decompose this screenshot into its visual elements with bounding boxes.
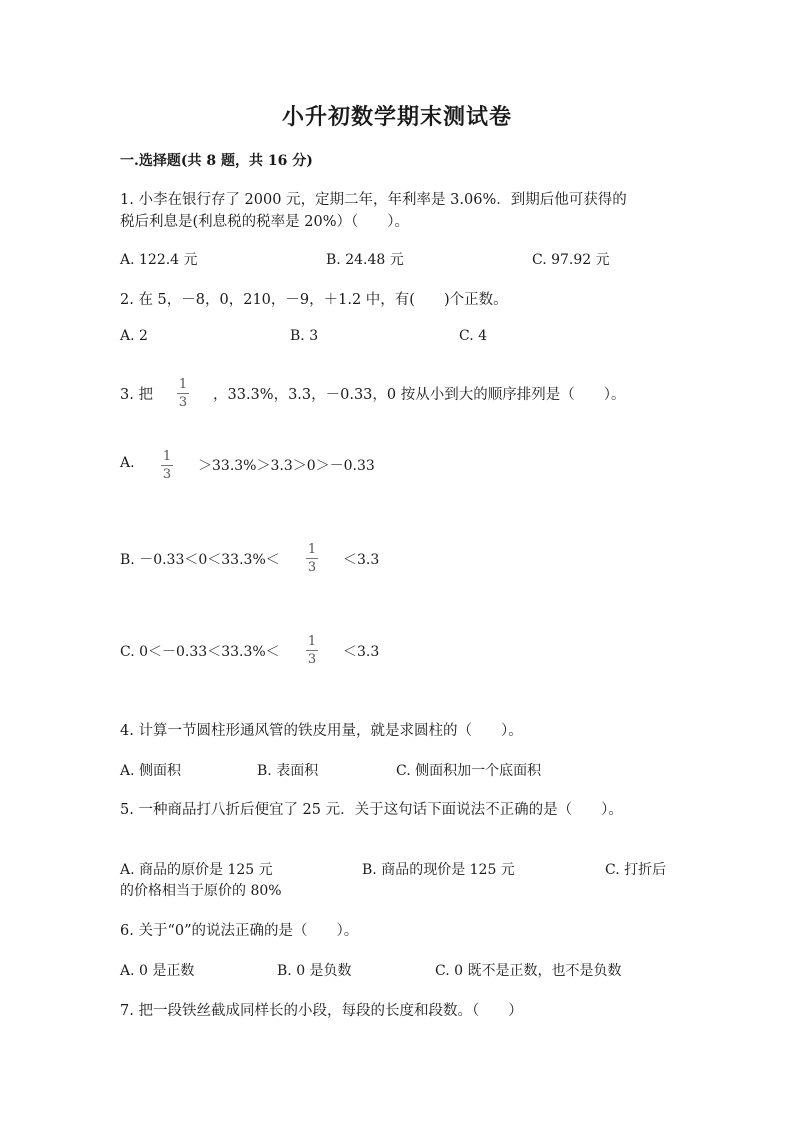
q6-option-a[interactable]: A. 0 是正数 (120, 963, 195, 979)
q3-option-a-fraction (161, 450, 173, 481)
q5-option-a[interactable]: A. 商品的原价是 125 元 (120, 862, 273, 878)
q5-option-c[interactable]: C. 打折后 (605, 862, 667, 878)
fraction-denominator: 3 (307, 560, 317, 575)
q2-option-b[interactable]: B. 3 (290, 328, 319, 344)
question-1-line-1: 1. 小李在银行存了 2000 元，定期二年，年利率是 3.06%．到期后他可获得的 (120, 192, 627, 208)
q4-option-a[interactable]: A. 侧面积 (120, 763, 182, 779)
q5-option-b[interactable]: B. 商品的现价是 125 元 (362, 862, 515, 878)
q3-option-c-fraction (306, 635, 318, 666)
fraction-denominator: 3 (178, 395, 188, 410)
q3-option-b-fraction (306, 543, 318, 574)
q1-option-a[interactable]: A. 122.4 元 (120, 252, 198, 268)
q6-option-c[interactable]: C. 0 既不是正数，也不是负数 (435, 963, 622, 979)
section-heading: 一.选择题(共 8 题，共 16 分) (120, 153, 313, 169)
q3-option-b-text[interactable]: B. －0.33＜0＜33.3%＜ (120, 552, 280, 568)
q5-option-c-wrap: 的价格相当于原价的 80% (120, 883, 282, 899)
q3-option-a-label[interactable]: A. (120, 455, 135, 471)
fraction-bar (306, 558, 318, 559)
fraction-numerator: 1 (178, 377, 188, 392)
q2-option-c[interactable]: C. 4 (459, 328, 488, 344)
fraction-bar (161, 465, 173, 466)
q3-option-c-text[interactable]: C. 0＜－0.33＜33.3%＜ (120, 644, 280, 660)
page-title: 小升初数学期末测试卷 (282, 104, 513, 130)
question-3-suffix: ，33.3%，3.3，－0.33，0 按从小到大的顺序排列是（ ）。 (213, 387, 626, 403)
question-7: 7. 把一段铁丝截成同样长的小段，每段的长度和段数。（ ） (120, 1003, 523, 1019)
fraction-one-third (177, 378, 189, 409)
fraction-bar (177, 393, 189, 394)
fraction-numerator: 1 (307, 542, 317, 557)
fraction-numerator: 1 (307, 634, 317, 649)
question-2: 2. 在 5，－8，0，210，－9，＋1.2 中，有( )个正数。 (120, 292, 508, 308)
q3-option-a-text[interactable]: ＞33.3%＞3.3＞0＞－0.33 (198, 458, 375, 474)
q4-option-b[interactable]: B. 表面积 (257, 763, 319, 779)
fraction-denominator: 3 (307, 652, 317, 667)
q1-option-c[interactable]: C. 97.92 元 (532, 252, 610, 268)
q1-option-b[interactable]: B. 24.48 元 (326, 252, 404, 268)
question-6: 6. 关于“0”的说法正确的是（ ）。 (120, 923, 359, 939)
question-1-line-2: 税后利息是(利息税的税率是 20%）（ ）。 (120, 214, 409, 230)
fraction-denominator: 3 (162, 467, 172, 482)
question-3-prefix: 3. 把 (120, 387, 153, 403)
q3-option-b-after: ＜3.3 (343, 552, 380, 568)
question-4: 4. 计算一节圆柱形通风管的铁皮用量，就是求圆柱的（ ）。 (120, 723, 523, 739)
q6-option-b[interactable]: B. 0 是负数 (277, 963, 352, 979)
fraction-numerator: 1 (162, 449, 172, 464)
q3-option-c-after: ＜3.3 (343, 644, 380, 660)
question-5: 5. 一种商品打八折后便宜了 25 元．关于这句话下面说法不正确的是（ ）。 (120, 802, 623, 818)
q4-option-c[interactable]: C. 侧面积加一个底面积 (396, 763, 542, 779)
fraction-bar (306, 650, 318, 651)
q2-option-a[interactable]: A. 2 (120, 328, 148, 344)
